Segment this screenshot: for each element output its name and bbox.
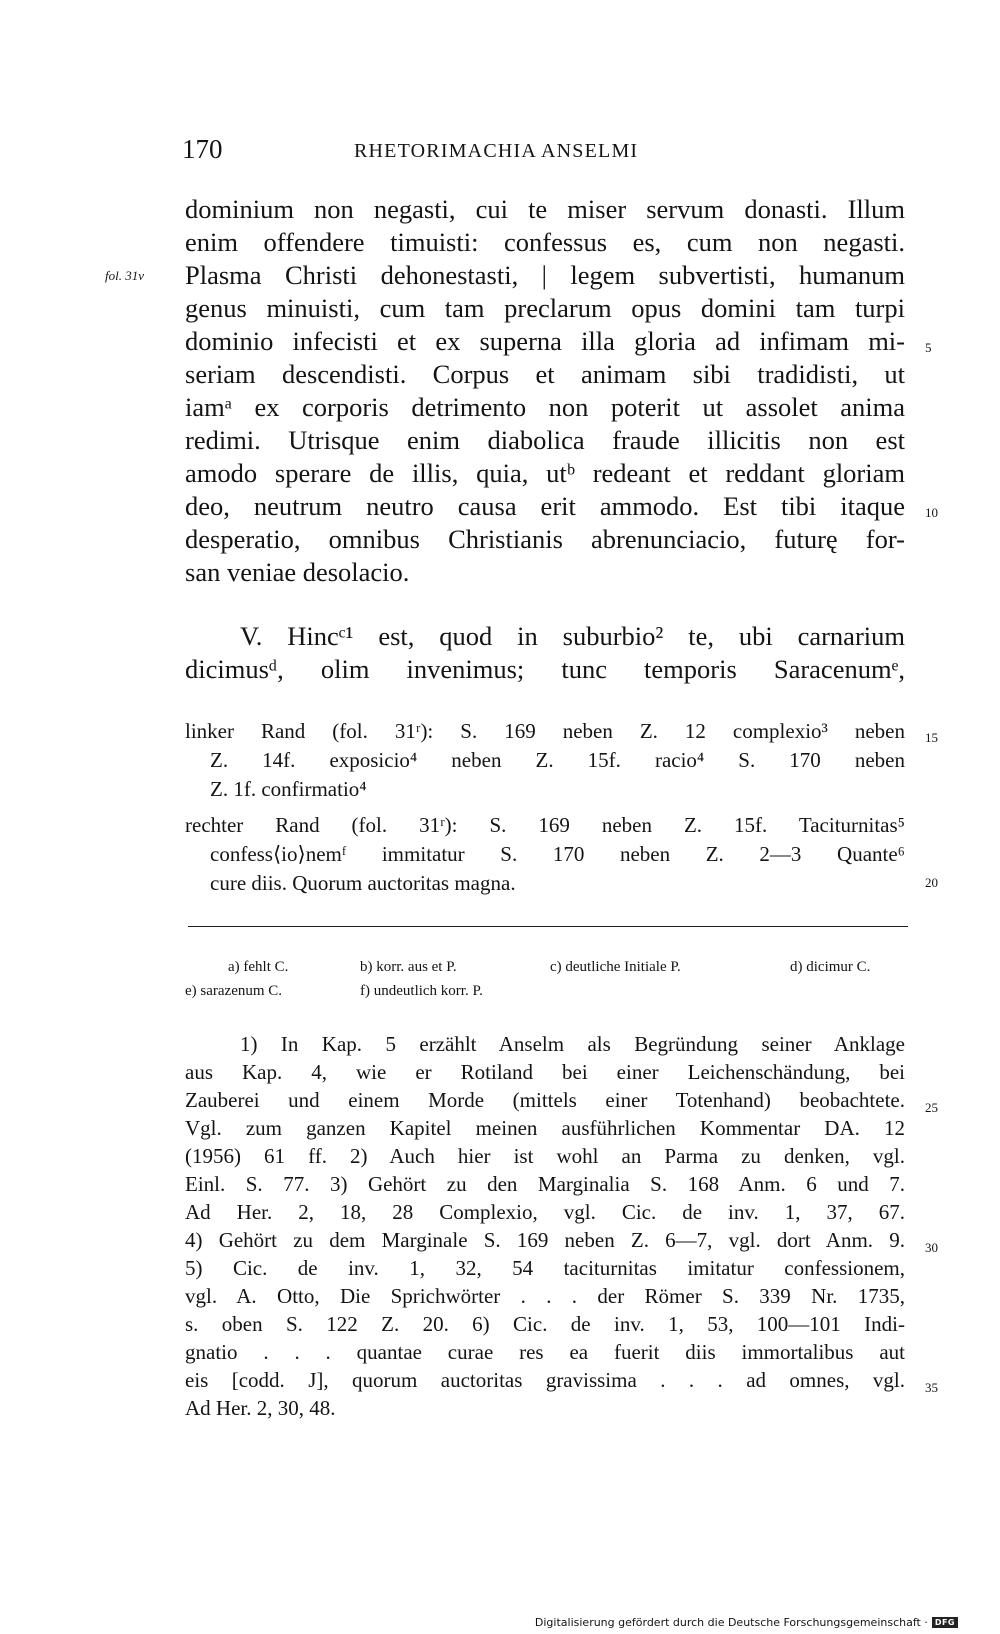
running-title: RHETORIMACHIA ANSELMI [354,140,639,162]
footnote-c: c) deutliche Initiale P. [550,959,681,975]
main-text-line: iamᵃ ex corporis detrimento non poterit ut assolet anima [185,392,905,422]
note-line: Zauberei und einem Morde (mittels einer Totenhand) beobachtete. [185,1088,905,1112]
note-line: 4) Gehört zu dem Marginale S. 169 neben Z. 6—7, vgl. dort Anm. 9. [185,1228,905,1252]
apparatus-line: rechter Rand (fol. 31ʳ): S. 169 neben Z. 15f. Taciturnitas⁵ [185,813,905,837]
main-text-line: amodo sperare de illis, quia, utᵇ redeant et reddant gloriam [185,458,905,488]
main-text-line: san veniae desolacio. [185,557,410,587]
note-line: Ad Her. 2, 30, 48. [185,1396,336,1420]
folio-margin-note: fol. 31v [105,268,144,283]
line-number: 20 [925,875,938,890]
page-number: 170 [182,134,223,164]
line-number: 25 [925,1100,938,1115]
note-line: (1956) 61 ff. 2) Auch hier ist wohl an Parma zu denken, vgl. [185,1144,905,1168]
footnote-b: b) korr. aus et P. [360,959,457,975]
apparatus-line: confess⟨io⟩nemᶠ immitatur S. 170 neben Z. 2—3 Quante⁶ [210,842,905,866]
dfg-logo: DFG [932,1617,958,1628]
footnote-f: f) undeutlich korr. P. [360,983,483,999]
main-text-line: Plasma Christi dehonestasti, | legem subvertisti, humanum [185,260,905,290]
note-line: s. oben S. 122 Z. 20. 6) Cic. de inv. 1, 53, 100—101 Indi- [185,1312,905,1336]
apparatus-line: Z. 1f. confirmatio⁴ [210,777,367,801]
digitization-credit [535,1616,958,1629]
note-line: Ad Her. 2, 18, 28 Complexio, vgl. Cic. de inv. 1, 37, 67. [185,1200,905,1224]
footnote-a: a) fehlt C. [228,959,289,975]
note-line: 5) Cic. de inv. 1, 32, 54 taciturnitas imitatur confessionem, [185,1256,905,1280]
main-text-line: enim offendere timuisti: confessus es, cum non negasti. [185,227,905,257]
main-text-line: V. Hincᶜ¹ est, quod in suburbio² te, ubi carnarium [240,621,905,651]
apparatus-line: cure diis. Quorum auctoritas magna. [210,871,516,895]
line-number: 30 [925,1240,938,1255]
main-text-line: genus minuisti, cum tam preclarum opus domini tam turpi [185,293,905,323]
apparatus-line: linker Rand (fol. 31ʳ): S. 169 neben Z. 12 complexio³ neben [185,719,905,743]
apparatus-line: Z. 14f. exposicio⁴ neben Z. 15f. racio⁴ S. 170 neben [210,748,905,772]
main-text-line: seriam descendisti. Corpus et animam sibi tradidisti, ut [185,359,905,389]
credit-text: Digitalisierung gefördert durch die Deutsche Forschungsgemeinschaft · [534,1616,928,1629]
main-text-line: deo, neutrum neutro causa erit ammodo. Est tibi itaque [185,491,905,521]
main-text-line: dominium non negasti, cui te miser servum donasti. Illum [185,194,905,224]
note-line: Einl. S. 77. 3) Gehört zu den Marginalia S. 168 Anm. 6 und 7. [185,1172,905,1196]
footnote-divider [188,926,908,927]
footnote-e: e) sarazenum C. [185,983,283,999]
note-line: gnatio . . . quantae curae res ea fuerit diis immortalibus aut [185,1340,905,1364]
note-line: eis [codd. J], quorum auctoritas gravissima . . . ad omnes, vgl. [185,1368,905,1392]
main-text-line: desperatio, omnibus Christianis abrenunciacio, futurę for- [185,524,905,554]
footnote-d: d) dicimur C. [790,959,871,975]
line-number: 5 [925,340,932,355]
line-number: 15 [925,730,938,745]
note-line: aus Kap. 4, wie er Rotiland bei einer Leichenschändung, bei [185,1060,905,1084]
note-line: Vgl. zum ganzen Kapitel meinen ausführlichen Kommentar DA. 12 [185,1116,905,1140]
main-text-line: redimi. Utrisque enim diabolica fraude illicitis non est [185,425,905,455]
main-text-line: dominio infecisti et ex superna illa gloria ad infimam mi- [185,326,905,356]
line-number: 10 [925,505,938,520]
note-line: vgl. A. Otto, Die Sprichwörter . . . der Römer S. 339 Nr. 1735, [185,1284,905,1308]
main-text-line: dicimusᵈ, olim invenimus; tunc temporis Saracenumᵉ, [185,654,905,684]
line-number: 35 [925,1380,938,1395]
note-line: 1) In Kap. 5 erzählt Anselm als Begründung seiner Anklage [240,1032,905,1056]
